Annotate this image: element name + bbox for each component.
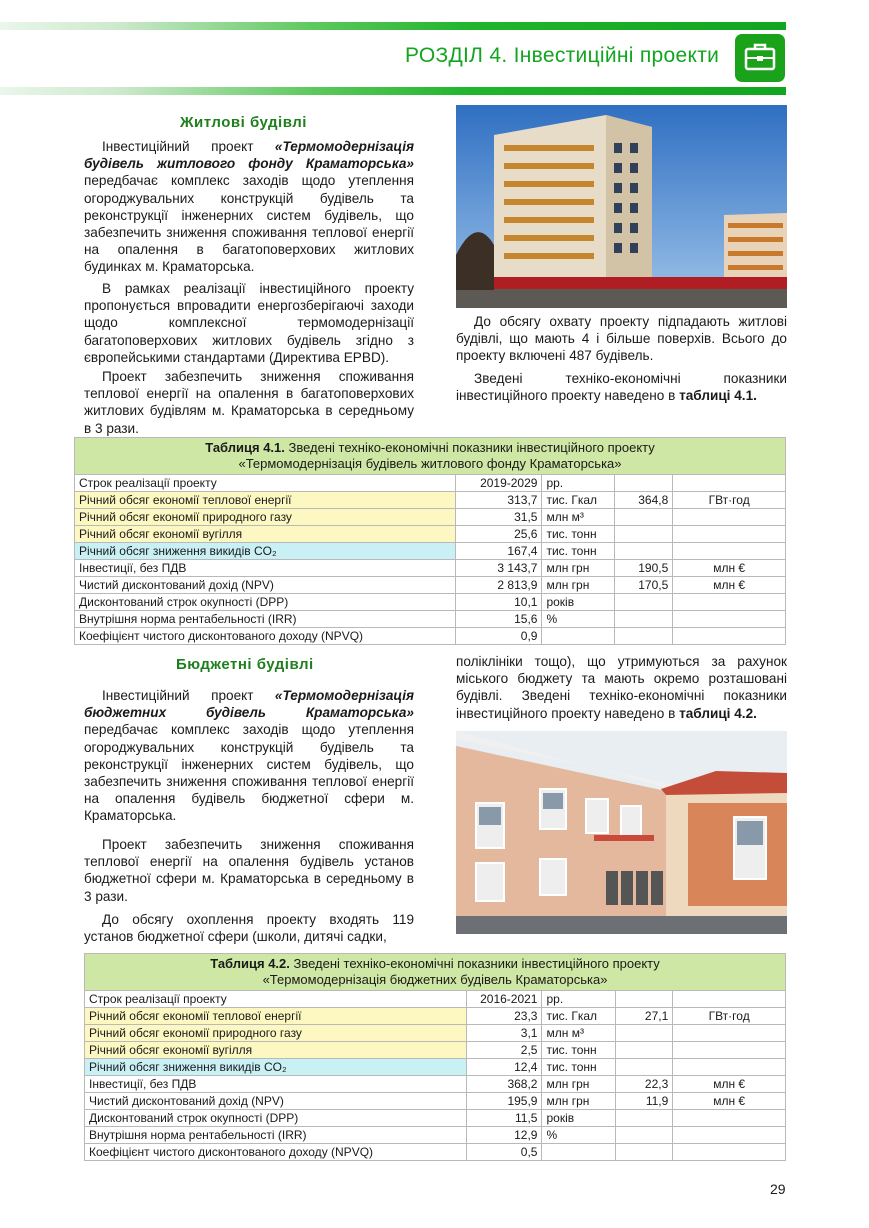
table-row: [85, 1127, 786, 1144]
row-value-alt: 364,8: [615, 492, 673, 509]
row-label: Річний обсяг економії природного газу: [75, 509, 456, 526]
table-row: [75, 526, 786, 543]
row-value: 2 813,9: [455, 577, 542, 594]
row-unit-alt: [673, 543, 786, 560]
row-value-alt: [615, 594, 673, 611]
residential-building-photo: [456, 105, 787, 308]
table-4-2: [84, 953, 786, 1161]
row-value: 3,1: [466, 1025, 542, 1042]
row-unit-alt: [673, 526, 786, 543]
residential-paragraph-4: До обсягу охвату проекту підпадають житлові будівлі, що мають 4 і більше поверхів. Всього до проекту включені 487 будівель.: [456, 314, 787, 364]
row-value-alt: [616, 1127, 673, 1144]
row-value-alt: [615, 526, 673, 543]
row-unit: тис. Гкал: [542, 492, 615, 509]
residential-paragraph-2: В рамках реалізації інвестиційного проекту пропонується впровадити енергозберігаючі заходи щодо комплексної термомодернізації багатоповерхових житлових будівель згідно з європейськими стандартами (Директива EPBD).: [84, 281, 414, 365]
row-label: Річний обсяг економії природного газу: [85, 1025, 467, 1042]
row-label: Коефіцієнт чистого дисконтованого доходу (NPVQ): [85, 1144, 467, 1161]
table-row: [75, 475, 786, 492]
row-unit: рр.: [542, 475, 615, 492]
row-value: 12,9: [466, 1127, 542, 1144]
table-row: [75, 594, 786, 611]
header-stripe-bottom: [0, 87, 786, 95]
row-unit: млн м³: [542, 509, 615, 526]
row-value: 195,9: [466, 1093, 542, 1110]
row-unit: млн грн: [542, 560, 615, 577]
row-value: 31,5: [455, 509, 542, 526]
budget-paragraph-2: Проект забезпечить зниження споживання теплової енергії на опалення будівель установ бюджетної сфери м. Краматорська в середньому в 3 рази.: [84, 837, 414, 904]
table-row: [85, 1093, 786, 1110]
row-value-alt: 170,5: [615, 577, 673, 594]
row-unit-alt: млн €: [673, 560, 786, 577]
row-value-alt: [616, 1025, 673, 1042]
row-label: Строк реалізації проекту: [85, 991, 467, 1008]
row-unit: тис. тонн: [542, 526, 615, 543]
table-caption: Таблиця 4.2. Зведені техніко-економічні показники інвестиційного проекту «Термомодернізація бюджетних будівель Краматорська»: [85, 954, 786, 991]
table-caption: Таблиця 4.1. Зведені техніко-економічні показники інвестиційного проекту «Термомодернізація будівель житлового фонду Краматорська»: [75, 438, 786, 475]
row-label: Річний обсяг економії теплової енергії: [85, 1008, 467, 1025]
row-unit-alt: млн €: [673, 1076, 786, 1093]
row-value: 23,3: [466, 1008, 542, 1025]
table-row: [85, 991, 786, 1008]
row-unit-alt: [673, 611, 786, 628]
row-unit: років: [542, 1110, 616, 1127]
row-unit-alt: [673, 1025, 786, 1042]
row-unit: [542, 1144, 616, 1161]
row-unit-alt: [673, 1110, 786, 1127]
row-unit: рр.: [542, 991, 616, 1008]
row-unit-alt: [673, 509, 786, 526]
row-value: 0,9: [455, 628, 542, 645]
budget-paragraph-3: До обсягу охоплення проекту входять 119 установ бюджетної сфери (школи, дитячі садки,: [84, 912, 414, 945]
row-value-alt: [616, 1059, 673, 1076]
row-label: Внутрішня норма рентабельності (IRR): [85, 1127, 467, 1144]
row-value: 2016-2021: [466, 991, 542, 1008]
table-row: [75, 543, 786, 560]
row-label: Внутрішня норма рентабельності (IRR): [75, 611, 456, 628]
row-unit-alt: [673, 991, 786, 1008]
row-value-alt: [616, 1042, 673, 1059]
row-unit-alt: [673, 1127, 786, 1144]
row-value-alt: [616, 1144, 673, 1161]
table-row: [85, 1076, 786, 1093]
budget-paragraph-4: поліклініки тощо), що утримуються за рахунок міського бюджету та мають окремо розташовані будівлі. Зведені техніко-економічні показники інвестиційного проекту наведено в таблиці 4.2.: [456, 654, 787, 721]
row-value: 3 143,7: [455, 560, 542, 577]
row-unit-alt: ГВт·год: [673, 1008, 786, 1025]
budget-heading: Бюджетні будівлі: [176, 656, 314, 673]
row-value: 368,2: [466, 1076, 542, 1093]
table-row: [85, 1110, 786, 1127]
row-value-alt: [615, 611, 673, 628]
row-unit: тис. Гкал: [542, 1008, 616, 1025]
row-value: 25,6: [455, 526, 542, 543]
row-unit: млн м³: [542, 1025, 616, 1042]
row-value: 167,4: [455, 543, 542, 560]
row-label: Річний обсяг економії вугілля: [85, 1042, 467, 1059]
row-unit-alt: ГВт·год: [673, 492, 786, 509]
residential-paragraph-1: Інвестиційний проект «Термомодернізація будівель житлового фонду Краматорська» передбачає комплекс заходів щодо утеплення огороджувальних конструкцій будівель та реконструкції інженерних систем будівель, що забезпечить зниження споживання теплової енергії на опалення в багатоповерхових житлових будинках м. Краматорська.: [84, 139, 414, 275]
row-label: Річний обсяг економії вугілля: [75, 526, 456, 543]
row-label: Річний обсяг зниження викидів CO₂: [75, 543, 456, 560]
row-unit: тис. тонн: [542, 1042, 616, 1059]
table-row: [85, 1042, 786, 1059]
table-row: [85, 1059, 786, 1076]
row-unit-alt: млн €: [673, 577, 786, 594]
page-number: 29: [770, 1181, 786, 1197]
row-label: Інвестиції, без ПДВ: [85, 1076, 467, 1093]
table-row: [85, 1008, 786, 1025]
section-title: РОЗДІЛ 4. Інвестиційні проекти: [405, 44, 720, 67]
table-row: [75, 611, 786, 628]
row-label: Річний обсяг зниження викидів CO₂: [85, 1059, 467, 1076]
table-row: [85, 1025, 786, 1042]
row-value: 0,5: [466, 1144, 542, 1161]
row-value-alt: [615, 509, 673, 526]
header-stripe-top: [0, 22, 786, 30]
budget-paragraph-1: Інвестиційний проект «Термомодернізація бюджетних будівель Краматорська» передбачає комплекс заходів щодо утеплення огороджувальних конструкцій будівель та реконструкції інженерних систем будівель, що забезпечить зниження споживання теплової енергії на опалення будівель бюджетної сфери м. Краматорська.: [84, 688, 414, 824]
row-unit-alt: [673, 1042, 786, 1059]
row-label: Інвестиції, без ПДВ: [75, 560, 456, 577]
row-value-alt: 11,9: [616, 1093, 673, 1110]
table-row: [75, 492, 786, 509]
table-row: [75, 560, 786, 577]
row-value-alt: 22,3: [616, 1076, 673, 1093]
row-unit-alt: [673, 594, 786, 611]
row-value: 11,5: [466, 1110, 542, 1127]
row-unit-alt: [673, 1144, 786, 1161]
table-4-1: [74, 437, 786, 645]
residential-heading: Житлові будівлі: [180, 114, 307, 131]
row-value-alt: [616, 991, 673, 1008]
row-label: Строк реалізації проекту: [75, 475, 456, 492]
row-value-alt: [616, 1110, 673, 1127]
table-row: [75, 509, 786, 526]
row-unit: років: [542, 594, 615, 611]
row-unit: млн грн: [542, 1076, 616, 1093]
budget-building-photo: [456, 731, 787, 934]
residential-paragraph-3: Проект забезпечить зниження споживання теплової енергії на опалення в багатоповерхових житлових будівлям м. Краматорська в середньому в 3 рази.: [84, 369, 414, 436]
row-unit: %: [542, 1127, 616, 1144]
row-unit: млн грн: [542, 577, 615, 594]
row-label: Чистий дисконтований дохід (NPV): [85, 1093, 467, 1110]
table-row: [75, 577, 786, 594]
row-value: 2019-2029: [455, 475, 542, 492]
row-unit-alt: [673, 628, 786, 645]
row-label: Дисконтований строк окупності (DPP): [85, 1110, 467, 1127]
row-value: 15,6: [455, 611, 542, 628]
row-value-alt: [615, 628, 673, 645]
row-value-alt: 27,1: [616, 1008, 673, 1025]
row-label: Чистий дисконтований дохід (NPV): [75, 577, 456, 594]
row-unit-alt: [673, 475, 786, 492]
row-unit: млн грн: [542, 1093, 616, 1110]
row-unit: тис. тонн: [542, 543, 615, 560]
row-value: 313,7: [455, 492, 542, 509]
briefcase-icon: [735, 34, 785, 82]
table-row: [75, 628, 786, 645]
row-label: Річний обсяг економії теплової енергії: [75, 492, 456, 509]
row-value: 10,1: [455, 594, 542, 611]
row-label: Дисконтований строк окупності (DPP): [75, 594, 456, 611]
row-unit: [542, 628, 615, 645]
row-value: 12,4: [466, 1059, 542, 1076]
row-unit-alt: млн €: [673, 1093, 786, 1110]
residential-paragraph-5: Зведені техніко-економічні показники інвестиційного проекту наведено в таблиці 4.1.: [456, 371, 787, 404]
row-value-alt: [615, 543, 673, 560]
row-unit: тис. тонн: [542, 1059, 616, 1076]
row-value-alt: 190,5: [615, 560, 673, 577]
row-unit-alt: [673, 1059, 786, 1076]
row-unit: %: [542, 611, 615, 628]
row-label: Коефіцієнт чистого дисконтованого доходу (NPVQ): [75, 628, 456, 645]
table-row: [85, 1144, 786, 1161]
row-value-alt: [615, 475, 673, 492]
row-value: 2,5: [466, 1042, 542, 1059]
